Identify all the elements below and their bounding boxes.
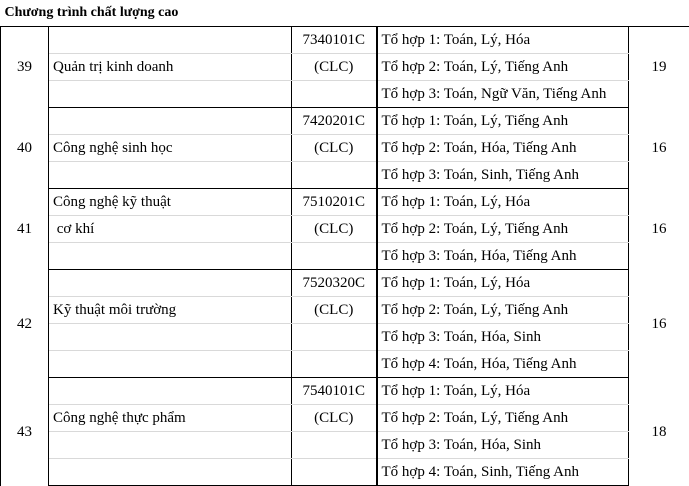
table-row [1,162,689,189]
program-code: (CLC) [292,405,377,432]
empty-cell [292,351,377,378]
empty-cell [292,324,377,351]
table-row [1,189,689,216]
empty-cell [49,378,292,405]
program-name: Kỹ thuật môi trường [49,297,292,324]
empty-cell [49,108,292,135]
empty-cell [49,351,292,378]
table-row [1,324,689,351]
program-code: (CLC) [292,54,377,81]
table-row [1,459,689,486]
subject-combination: Tổ hợp 3: Toán, Hóa, Tiếng Anh [377,243,629,270]
subject-combination: Tổ hợp 4: Toán, Sinh, Tiếng Anh [377,459,629,486]
table-row [1,108,689,135]
subject-combination: Tổ hợp 2: Toán, Hóa, Tiếng Anh [377,135,629,162]
subject-combination: Tổ hợp 4: Toán, Hóa, Tiếng Anh [377,351,629,378]
subject-combination: Tổ hợp 1: Toán, Lý, Hóa [377,189,629,216]
subject-combination: Tổ hợp 2: Toán, Lý, Tiếng Anh [377,405,629,432]
empty-cell [49,162,292,189]
program-number: 40 [1,108,49,189]
program-name: Quản trị kinh doanh [49,54,292,81]
subject-combination: Tổ hợp 2: Toán, Lý, Tiếng Anh [377,297,629,324]
program-code: (CLC) [292,216,377,243]
cutoff-score: 19 [629,27,689,108]
program-code: 7510201C [292,189,377,216]
program-code: (CLC) [292,135,377,162]
table-row [1,54,689,81]
subject-combination: Tổ hợp 3: Toán, Hóa, Sinh [377,324,629,351]
cutoff-score: 16 [629,108,689,189]
empty-cell [292,243,377,270]
program-code: 7540101C [292,378,377,405]
table-row [1,243,689,270]
cutoff-score: 16 [629,270,689,378]
empty-cell [292,81,377,108]
subject-combination: Tổ hợp 1: Toán, Lý, Hóa [377,378,629,405]
table-row [1,270,689,297]
section-header-row [1,0,689,27]
table-row [1,378,689,405]
table-row [1,432,689,459]
empty-cell [49,459,292,486]
table-row [1,27,689,54]
subject-combination: Tổ hợp 2: Toán, Lý, Tiếng Anh [377,216,629,243]
table-row [1,351,689,378]
program-number: 42 [1,270,49,378]
program-name: Công nghệ thực phẩm [49,405,292,432]
empty-cell [49,270,292,297]
empty-cell [49,243,292,270]
program-code: 7520320C [292,270,377,297]
table-row [1,135,689,162]
cutoff-score: 18 [629,378,689,486]
program-code: 7340101C [292,27,377,54]
empty-cell [49,27,292,54]
empty-cell [49,324,292,351]
subject-combination: Tổ hợp 3: Toán, Hóa, Sinh [377,432,629,459]
table-row [1,297,689,324]
empty-cell [292,459,377,486]
subject-combination: Tổ hợp 3: Toán, Ngữ Văn, Tiếng Anh [377,81,629,108]
program-code: (CLC) [292,297,377,324]
program-name: Công nghệ kỹ thuật [49,189,292,216]
program-code: 7420201C [292,108,377,135]
subject-combination: Tổ hợp 1: Toán, Lý, Tiếng Anh [377,108,629,135]
empty-cell [292,432,377,459]
empty-cell [49,81,292,108]
cutoff-score: 16 [629,189,689,270]
empty-cell [49,432,292,459]
section-title: Chương trình chất lượng cao [1,0,689,27]
program-number: 39 [1,27,49,108]
program-number: 43 [1,378,49,486]
subject-combination: Tổ hợp 3: Toán, Sinh, Tiếng Anh [377,162,629,189]
program-name: cơ khí [49,216,292,243]
empty-cell [292,162,377,189]
program-name: Công nghệ sinh học [49,135,292,162]
program-number: 41 [1,189,49,270]
subject-combination: Tổ hợp 1: Toán, Lý, Hóa [377,270,629,297]
table-row [1,81,689,108]
table-row [1,216,689,243]
table-row [1,405,689,432]
subject-combination: Tổ hợp 1: Toán, Lý, Hóa [377,27,629,54]
subject-combination: Tổ hợp 2: Toán, Lý, Tiếng Anh [377,54,629,81]
